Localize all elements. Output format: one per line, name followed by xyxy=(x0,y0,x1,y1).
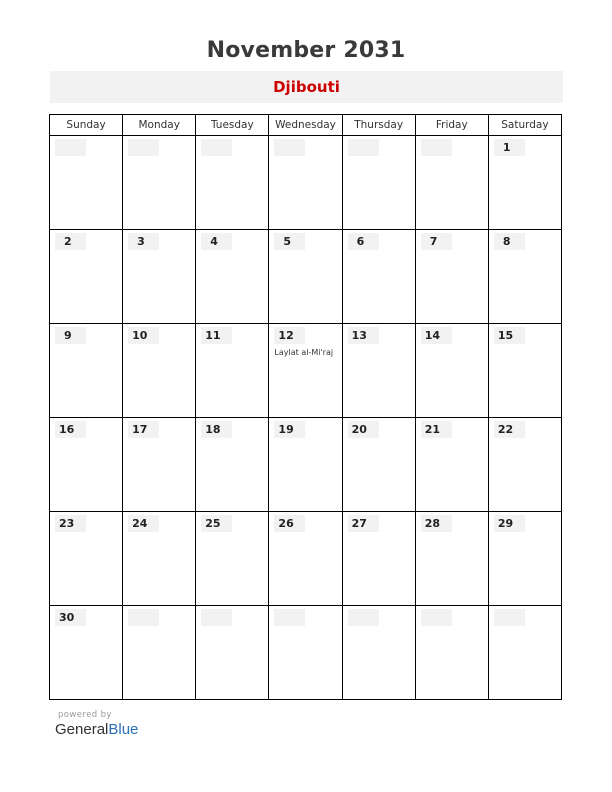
day-cell[interactable] xyxy=(488,136,561,230)
day-cell[interactable] xyxy=(196,324,269,418)
week-row xyxy=(50,324,562,418)
week-row xyxy=(50,418,562,512)
weekday-monday: Monday xyxy=(123,115,196,136)
weekday-sunday: Sunday xyxy=(50,115,123,136)
week-row xyxy=(50,512,562,606)
country-name: Djibouti xyxy=(273,78,340,96)
day-number: 9 xyxy=(64,329,72,342)
day-cell[interactable] xyxy=(415,230,488,324)
day-cell[interactable] xyxy=(50,230,123,324)
day-cell[interactable] xyxy=(269,230,342,324)
day-cell[interactable] xyxy=(50,606,123,700)
week-row xyxy=(50,136,562,230)
day-number-box xyxy=(421,139,452,156)
day-cell[interactable] xyxy=(342,324,415,418)
day-number: 11 xyxy=(205,329,221,342)
day-number: 13 xyxy=(351,329,367,342)
day-number: 14 xyxy=(424,329,441,342)
day-number: 18 xyxy=(205,423,221,436)
weekday-wednesday: Wednesday xyxy=(269,115,342,136)
day-cell[interactable] xyxy=(342,606,415,700)
day-cell[interactable] xyxy=(488,324,561,418)
day-number: 8 xyxy=(502,235,511,248)
day-number: 1 xyxy=(502,141,511,154)
day-cell[interactable] xyxy=(269,512,342,606)
day-cell[interactable] xyxy=(50,512,123,606)
day-number-box xyxy=(128,139,159,156)
day-cell[interactable] xyxy=(415,136,488,230)
day-cell[interactable] xyxy=(342,230,415,324)
day-cell[interactable] xyxy=(196,418,269,512)
day-cell[interactable] xyxy=(269,606,342,700)
calendar-grid xyxy=(49,114,562,700)
day-number-box xyxy=(348,139,379,156)
brand-blue-text: Blue xyxy=(108,721,139,738)
day-number: 24 xyxy=(132,517,148,530)
day-cell[interactable] xyxy=(269,418,342,512)
day-cell[interactable] xyxy=(123,324,196,418)
day-cell[interactable] xyxy=(342,418,415,512)
day-number: 19 xyxy=(278,423,294,436)
weekday-tuesday: Tuesday xyxy=(196,115,269,136)
day-number-box xyxy=(201,609,232,626)
day-number: 6 xyxy=(356,235,365,248)
day-number-box xyxy=(128,609,159,626)
day-number: 10 xyxy=(132,329,148,342)
day-number: 20 xyxy=(351,423,367,436)
day-cell[interactable] xyxy=(123,606,196,700)
day-cell[interactable] xyxy=(488,418,561,512)
holiday-label: Laylat al-Mi'raj xyxy=(274,348,334,357)
day-cell[interactable] xyxy=(415,418,488,512)
day-number: 29 xyxy=(497,517,514,530)
day-number: 25 xyxy=(205,517,221,530)
day-cell[interactable] xyxy=(488,512,561,606)
day-cell[interactable] xyxy=(123,136,196,230)
day-cell[interactable] xyxy=(415,606,488,700)
day-number: 5 xyxy=(283,235,292,248)
day-number: 4 xyxy=(210,235,218,248)
country-bar xyxy=(50,71,563,103)
day-cell[interactable] xyxy=(50,324,123,418)
brand-general-text: General xyxy=(55,721,109,738)
day-cell[interactable] xyxy=(123,230,196,324)
day-number: 16 xyxy=(59,423,75,436)
day-cell[interactable] xyxy=(196,136,269,230)
day-cell[interactable] xyxy=(415,324,488,418)
day-number-box xyxy=(348,609,379,626)
day-cell[interactable] xyxy=(488,606,561,700)
weekday-saturday: Saturday xyxy=(488,115,561,136)
day-cell[interactable] xyxy=(415,512,488,606)
day-cell[interactable] xyxy=(269,324,342,418)
week-row xyxy=(50,230,562,324)
day-number: 30 xyxy=(59,611,75,624)
day-cell[interactable] xyxy=(123,418,196,512)
day-number-box xyxy=(55,139,86,156)
day-cell[interactable] xyxy=(196,606,269,700)
day-cell[interactable] xyxy=(196,512,269,606)
day-number: 7 xyxy=(429,235,438,248)
brand-logo[interactable] xyxy=(55,721,138,738)
day-cell[interactable] xyxy=(269,136,342,230)
week-row xyxy=(50,606,562,700)
page-title: November 2031 xyxy=(206,38,406,63)
day-cell[interactable] xyxy=(342,512,415,606)
day-cell[interactable] xyxy=(342,136,415,230)
day-cell[interactable] xyxy=(50,418,123,512)
day-number: 3 xyxy=(137,235,145,248)
day-number: 15 xyxy=(497,329,514,342)
day-number: 28 xyxy=(424,517,441,530)
day-number-box xyxy=(201,139,232,156)
day-number-box xyxy=(494,609,525,626)
weekday-header-row xyxy=(50,115,562,136)
powered-by-text: powered by xyxy=(58,710,112,720)
day-cell[interactable] xyxy=(196,230,269,324)
day-number: 2 xyxy=(64,235,72,248)
day-number-box xyxy=(274,609,305,626)
day-number: 23 xyxy=(59,517,75,530)
weekday-thursday: Thursday xyxy=(342,115,415,136)
day-number-box xyxy=(421,609,452,626)
day-number: 22 xyxy=(497,423,514,436)
day-number: 27 xyxy=(351,517,367,530)
day-number: 26 xyxy=(278,517,294,530)
day-cell[interactable] xyxy=(123,512,196,606)
day-cell[interactable] xyxy=(50,136,123,230)
day-number: 12 xyxy=(278,329,294,342)
day-number-box xyxy=(274,139,305,156)
day-number: 17 xyxy=(132,423,148,436)
weekday-friday: Friday xyxy=(415,115,488,136)
day-number: 21 xyxy=(424,423,441,436)
day-cell[interactable] xyxy=(488,230,561,324)
